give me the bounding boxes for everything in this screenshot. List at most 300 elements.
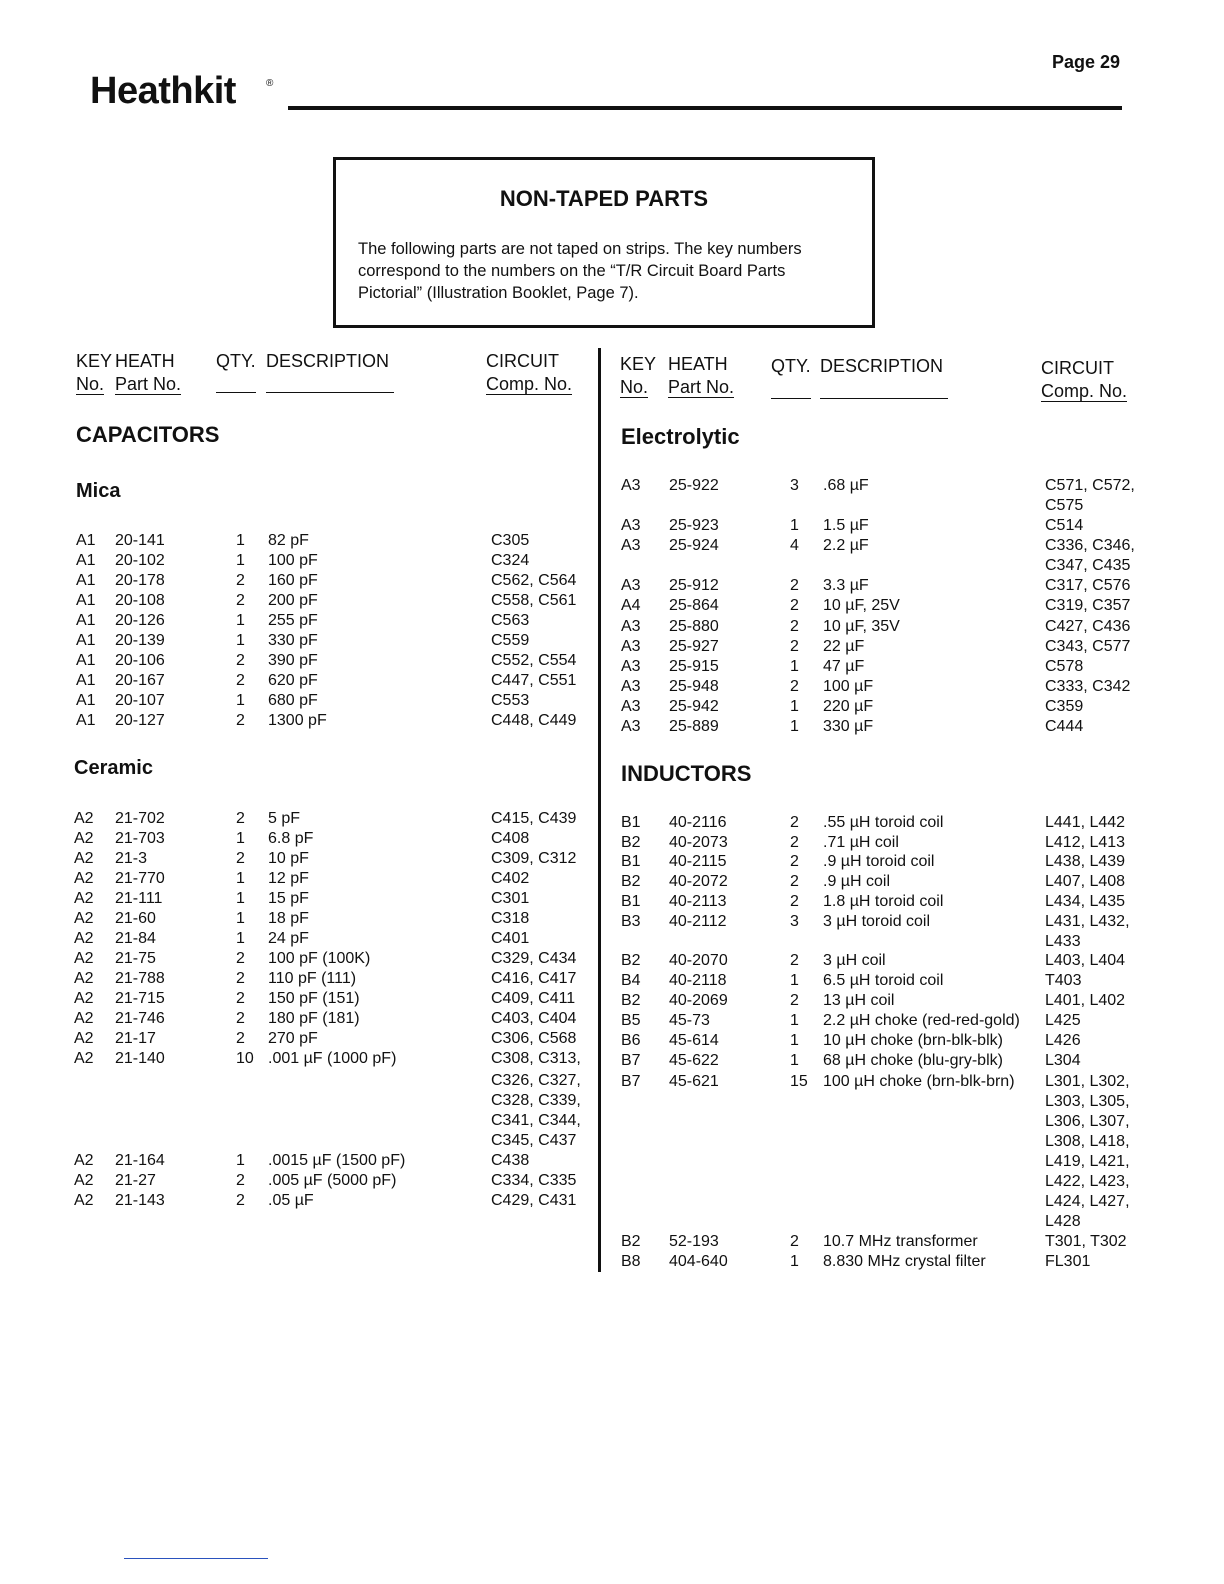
header-key-right: KEY No.: [620, 354, 657, 397]
row-part: 20-167: [115, 672, 165, 689]
row-qty: 2: [790, 597, 799, 614]
row-key: A3: [621, 618, 641, 635]
row-qty: 2: [236, 1172, 245, 1189]
row-key: A2: [74, 910, 94, 927]
row-qty: 1: [236, 532, 245, 549]
row-qty: 2: [236, 850, 245, 867]
row-circuit: L401, L402: [1045, 992, 1126, 1009]
row-key: A3: [621, 678, 641, 695]
row-key: A3: [621, 658, 641, 675]
row-circuit: C343, C577: [1045, 638, 1131, 655]
row-desc: 13 µH coil: [823, 992, 895, 1009]
page-number: Page 29: [1052, 52, 1121, 72]
row-key: B2: [621, 992, 641, 1009]
row-qty: 2: [236, 572, 245, 589]
row-part: 40-2113: [669, 893, 727, 910]
row-qty: 1: [236, 632, 245, 649]
row-desc: 22 µF: [823, 638, 865, 655]
column-divider: [598, 348, 601, 1272]
row-circuit: C305: [491, 532, 530, 549]
section-electrolytic: Electrolytic: [621, 424, 740, 449]
row-qty: 3: [790, 477, 799, 494]
row-part: 21-746: [115, 1010, 165, 1027]
row-desc: 6.8 pF: [268, 830, 314, 847]
row-circuit: C301: [491, 890, 530, 907]
row-key: A3: [621, 698, 641, 715]
row-qty: 1: [236, 890, 245, 907]
row-desc: 100 µH choke (brn-blk-brn): [823, 1073, 1015, 1090]
row-circuit: L426: [1045, 1032, 1081, 1049]
row-qty: 1: [790, 718, 799, 735]
row-circuit: C563: [491, 612, 530, 629]
row-circuit: C415, C439: [491, 810, 577, 827]
row-part: 21-702: [115, 810, 165, 827]
row-key: A2: [74, 970, 94, 987]
section-capacitors: CAPACITORS: [76, 422, 220, 447]
row-desc: 100 pF (100K): [268, 950, 371, 967]
header-qty-right: QTY.: [771, 356, 811, 376]
row-key: A1: [76, 552, 96, 569]
row-circuit: C427, C436: [1045, 618, 1131, 635]
row-part: 40-2115: [669, 853, 727, 870]
row-desc: 82 pF: [268, 532, 309, 549]
row-circuit: L306, L307,: [1045, 1113, 1130, 1130]
row-circuit: L431, L432,: [1045, 913, 1130, 930]
header-heath-part-right: HEATH Part No.: [668, 354, 735, 397]
row-qty: 1: [236, 692, 245, 709]
row-key: A1: [76, 592, 96, 609]
row-circuit: C408: [491, 830, 530, 847]
row-desc: 160 pF: [268, 572, 318, 589]
row-circuit: L438, L439: [1045, 853, 1126, 870]
row-circuit: L434, L435: [1045, 893, 1126, 910]
row-desc: .9 µH coil: [823, 873, 891, 890]
row-circuit: C359: [1045, 698, 1084, 715]
row-part: 21-770: [115, 870, 165, 887]
row-qty: 2: [790, 1233, 799, 1250]
row-key: B1: [621, 893, 641, 910]
row-part: 45-622: [669, 1052, 719, 1069]
row-part: 25-912: [669, 577, 719, 594]
row-part: 40-2118: [669, 972, 727, 989]
header-circuit: CIRCUIT Comp. No.: [486, 351, 573, 394]
row-part: 40-2072: [669, 873, 728, 890]
row-part: 40-2070: [669, 952, 728, 969]
row-part: 25-923: [669, 517, 719, 534]
row-desc: 150 pF (151): [268, 990, 360, 1007]
notice-box: [333, 157, 875, 328]
row-key: A1: [76, 692, 96, 709]
row-qty: 2: [236, 1030, 245, 1047]
header-description: DESCRIPTION: [266, 351, 390, 371]
row-part: 20-127: [115, 712, 165, 729]
row-key: A2: [74, 810, 94, 827]
row-desc: .005 µF (5000 pF): [268, 1172, 397, 1189]
row-desc: 680 pF: [268, 692, 318, 709]
row-part: 40-2069: [669, 992, 728, 1009]
row-circuit: C571, C572,: [1045, 477, 1135, 494]
row-desc: 3 µH toroid coil: [823, 913, 931, 930]
row-qty: 1: [236, 552, 245, 569]
row-desc: .0015 µF (1500 pF): [268, 1152, 406, 1169]
row-qty: 1: [790, 972, 799, 989]
row-part: 21-27: [115, 1172, 156, 1189]
row-qty: 1: [790, 1253, 799, 1270]
row-circuit: C444: [1045, 718, 1084, 735]
header-description-right: DESCRIPTION: [820, 356, 944, 376]
row-key: B6: [621, 1032, 641, 1049]
row-part: 25-880: [669, 618, 719, 635]
row-circuit: FL301: [1045, 1253, 1091, 1270]
row-circuit: C333, C342: [1045, 678, 1131, 695]
row-circuit: C309, C312: [491, 850, 577, 867]
row-key: A3: [621, 537, 641, 554]
row-key: A1: [76, 532, 96, 549]
row-circuit: C438: [491, 1152, 530, 1169]
row-qty: 1: [790, 1052, 799, 1069]
footer-rule: [124, 1558, 268, 1559]
row-qty: 1: [236, 870, 245, 887]
row-part: 20-178: [115, 572, 165, 589]
row-qty: 2: [790, 873, 799, 890]
row-circuit: C347, C435: [1045, 557, 1131, 574]
row-qty: 10: [236, 1050, 254, 1067]
row-part: 21-84: [115, 930, 156, 947]
row-key: A3: [621, 718, 641, 735]
row-key: A3: [621, 517, 641, 534]
row-circuit: C402: [491, 870, 530, 887]
row-qty: 2: [236, 1192, 245, 1209]
row-desc: 47 µF: [823, 658, 865, 675]
notice-title: NON-TAPED PARTS: [499, 186, 709, 211]
row-qty: 4: [790, 537, 799, 554]
row-qty: 2: [790, 618, 799, 635]
row-qty: 2: [790, 834, 799, 851]
section-inductors: INDUCTORS: [621, 761, 752, 786]
row-part: 52-193: [669, 1233, 719, 1250]
row-qty: 2: [236, 712, 245, 729]
row-key: B2: [621, 834, 641, 851]
row-key: B1: [621, 853, 641, 870]
row-part: 45-73: [669, 1012, 710, 1029]
row-qty: 2: [236, 950, 245, 967]
header-qty-rule: [216, 392, 256, 393]
registered-mark: ®: [266, 78, 274, 89]
row-circuit: L419, L421,: [1045, 1153, 1130, 1170]
row-qty: 1: [790, 1012, 799, 1029]
row-key: A3: [621, 477, 641, 494]
row-qty: 1: [236, 1152, 245, 1169]
row-key: B7: [621, 1073, 641, 1090]
row-qty: 1: [790, 1032, 799, 1049]
row-part: 20-107: [115, 692, 165, 709]
row-key: A2: [74, 1192, 94, 1209]
row-desc: 68 µH choke (blu-gry-blk): [823, 1052, 1003, 1069]
row-key: A2: [74, 990, 94, 1007]
row-key: A2: [74, 930, 94, 947]
row-part: 21-143: [115, 1192, 165, 1209]
row-circuit: C329, C434: [491, 950, 577, 967]
row-circuit: C447, C551: [491, 672, 577, 689]
row-qty: 1: [790, 517, 799, 534]
row-desc: 330 pF: [268, 632, 318, 649]
row-circuit: C317, C576: [1045, 577, 1131, 594]
row-desc: 270 pF: [268, 1030, 318, 1047]
row-circuit: C552, C554: [491, 652, 577, 669]
row-desc: 390 pF: [268, 652, 318, 669]
row-key: A2: [74, 890, 94, 907]
row-part: 21-715: [115, 990, 165, 1007]
row-circuit: L433: [1045, 933, 1081, 950]
row-qty: 1: [790, 658, 799, 675]
row-circuit: L412, L413: [1045, 834, 1126, 851]
row-part: 20-102: [115, 552, 165, 569]
row-circuit: C429, C431: [491, 1192, 577, 1209]
row-qty: 1: [790, 698, 799, 715]
row-circuit: C558, C561: [491, 592, 577, 609]
row-circuit: C308, C313,: [491, 1050, 581, 1067]
row-circuit: C553: [491, 692, 530, 709]
row-qty: 2: [790, 992, 799, 1009]
row-desc: 10 µF, 25V: [823, 597, 900, 614]
row-circuit: C403, C404: [491, 1010, 577, 1027]
row-desc: 3.3 µF: [823, 577, 869, 594]
row-circuit: C401: [491, 930, 530, 947]
row-key: A3: [621, 638, 641, 655]
row-desc: 200 pF: [268, 592, 318, 609]
row-circuit: L428: [1045, 1213, 1081, 1230]
row-desc: 1.8 µH toroid coil: [823, 893, 944, 910]
header-key: KEY No.: [76, 351, 113, 394]
row-part: 25-915: [669, 658, 719, 675]
row-qty: 1: [236, 830, 245, 847]
row-part: 20-139: [115, 632, 165, 649]
section-ceramic: Ceramic: [74, 757, 153, 779]
row-desc: 100 µF: [823, 678, 874, 695]
row-qty: 2: [790, 638, 799, 655]
row-part: 21-140: [115, 1050, 165, 1067]
row-circuit: C318: [491, 910, 530, 927]
row-desc: .68 µF: [823, 477, 869, 494]
header-desc-rule-right: [820, 398, 948, 399]
row-qty: 3: [790, 913, 799, 930]
row-key: A4: [621, 597, 641, 614]
row-part: 21-75: [115, 950, 156, 967]
row-desc: 12 pF: [268, 870, 309, 887]
row-part: 404-640: [669, 1253, 728, 1270]
row-key: B8: [621, 1253, 641, 1270]
row-circuit: L301, L302,: [1045, 1073, 1130, 1090]
row-qty: 2: [236, 592, 245, 609]
row-desc: 1.5 µF: [823, 517, 869, 534]
row-desc: 8.830 MHz crystal filter: [823, 1253, 986, 1270]
row-part: 21-60: [115, 910, 156, 927]
row-desc: 2.2 µH choke (red-red-gold): [823, 1012, 1020, 1029]
row-qty: 2: [236, 970, 245, 987]
row-part: 40-2112: [669, 913, 727, 930]
row-desc: 18 pF: [268, 910, 309, 927]
row-desc: 10 µH choke (brn-blk-blk): [823, 1032, 1003, 1049]
row-qty: 2: [790, 853, 799, 870]
row-part: 25-889: [669, 718, 719, 735]
row-key: A2: [74, 1050, 94, 1067]
row-part: 20-106: [115, 652, 165, 669]
row-desc: .05 µF: [268, 1192, 314, 1209]
row-key: A2: [74, 830, 94, 847]
row-circuit: C326, C327,: [491, 1072, 581, 1089]
row-desc: 3 µH coil: [823, 952, 886, 969]
row-circuit: L424, L427,: [1045, 1193, 1130, 1210]
row-circuit: L422, L423,: [1045, 1173, 1130, 1190]
row-desc: .71 µH coil: [823, 834, 899, 851]
row-key: B5: [621, 1012, 641, 1029]
row-key: A2: [74, 1152, 94, 1169]
row-key: A1: [76, 572, 96, 589]
header-desc-rule: [266, 392, 394, 393]
row-desc: .9 µH toroid coil: [823, 853, 935, 870]
row-circuit: C514: [1045, 517, 1084, 534]
row-circuit: C341, C344,: [491, 1112, 581, 1129]
row-circuit: C409, C411: [491, 990, 576, 1007]
row-key: A1: [76, 632, 96, 649]
row-part: 25-922: [669, 477, 719, 494]
row-key: A2: [74, 870, 94, 887]
header-qty: QTY.: [216, 351, 256, 371]
row-qty: 2: [236, 1010, 245, 1027]
row-circuit: L441, L442: [1045, 814, 1126, 831]
row-qty: 2: [236, 810, 245, 827]
row-circuit: L304: [1045, 1052, 1081, 1069]
row-circuit: L425: [1045, 1012, 1081, 1029]
row-part: 25-927: [669, 638, 719, 655]
row-desc: 255 pF: [268, 612, 318, 629]
row-desc: 5 pF: [268, 810, 301, 827]
row-qty: 15: [790, 1073, 808, 1090]
row-key: B2: [621, 1233, 641, 1250]
row-desc: .55 µH toroid coil: [823, 814, 944, 831]
row-circuit: C448, C449: [491, 712, 577, 729]
row-desc: 330 µF: [823, 718, 874, 735]
row-desc: 2.2 µF: [823, 537, 869, 554]
row-desc: 620 pF: [268, 672, 318, 689]
row-part: 45-621: [669, 1073, 719, 1090]
row-part: 21-164: [115, 1152, 165, 1169]
row-circuit: T403: [1045, 972, 1082, 989]
row-circuit: C578: [1045, 658, 1084, 675]
row-desc: 110 pF (111): [268, 970, 357, 987]
row-circuit: C328, C339,: [491, 1092, 581, 1109]
row-qty: 2: [790, 952, 799, 969]
row-circuit: L403, L404: [1045, 952, 1126, 969]
row-desc: 15 pF: [268, 890, 309, 907]
row-key: A2: [74, 1010, 94, 1027]
row-part: 21-788: [115, 970, 165, 987]
row-circuit: C416, C417: [491, 970, 577, 987]
row-key: B4: [621, 972, 641, 989]
row-circuit: C319, C357: [1045, 597, 1131, 614]
row-key: A1: [76, 712, 96, 729]
row-key: B1: [621, 814, 641, 831]
row-qty: 2: [790, 577, 799, 594]
row-key: A3: [621, 577, 641, 594]
row-key: B3: [621, 913, 641, 930]
row-desc: 220 µF: [823, 698, 874, 715]
row-qty: 2: [790, 814, 799, 831]
row-circuit: C306, C568: [491, 1030, 577, 1047]
row-desc: .001 µF (1000 pF): [268, 1050, 397, 1067]
row-part: 21-3: [115, 850, 148, 867]
row-part: 20-108: [115, 592, 165, 609]
row-qty: 2: [236, 990, 245, 1007]
brand-logo: Heathkit: [90, 70, 236, 112]
row-key: A1: [76, 652, 96, 669]
row-part: 21-17: [115, 1030, 156, 1047]
row-key: B7: [621, 1052, 641, 1069]
row-part: 21-111: [115, 890, 163, 907]
row-part: 20-141: [115, 532, 165, 549]
row-part: 25-942: [669, 698, 719, 715]
row-qty: 1: [236, 910, 245, 927]
section-mica: Mica: [76, 480, 121, 502]
row-circuit: C324: [491, 552, 530, 569]
row-key: A2: [74, 1030, 94, 1047]
row-key: B2: [621, 873, 641, 890]
row-desc: 10.7 MHz transformer: [823, 1233, 978, 1250]
row-key: A1: [76, 612, 96, 629]
row-key: A1: [76, 672, 96, 689]
row-circuit: C336, C346,: [1045, 537, 1135, 554]
row-key: A2: [74, 1172, 94, 1189]
row-circuit: C575: [1045, 497, 1084, 514]
row-circuit: L407, L408: [1045, 873, 1126, 890]
row-circuit: L303, L305,: [1045, 1093, 1130, 1110]
row-qty: 1: [236, 612, 245, 629]
row-qty: 2: [236, 672, 245, 689]
row-desc: 6.5 µH toroid coil: [823, 972, 944, 989]
row-key: B2: [621, 952, 641, 969]
row-part: 25-864: [669, 597, 719, 614]
row-circuit: L308, L418,: [1045, 1133, 1130, 1150]
header-heath-part: HEATH Part No.: [115, 351, 182, 394]
notice-text: The following parts are not taped on strips. The key numbers correspond to the numbers on the “T/R Circuit Board Parts Pictorial” (Illustration Booklet, Page 7).: [358, 240, 802, 302]
row-circuit: C345, C437: [491, 1132, 577, 1149]
row-key: A2: [74, 850, 94, 867]
row-circuit: T301, T302: [1045, 1233, 1127, 1250]
row-circuit: C559: [491, 632, 530, 649]
row-desc: 1300 pF: [268, 712, 327, 729]
row-desc: 10 µF, 35V: [823, 618, 900, 635]
row-part: 40-2073: [669, 834, 728, 851]
row-circuit: C334, C335: [491, 1172, 577, 1189]
row-desc: 100 pF: [268, 552, 318, 569]
header-qty-rule-right: [771, 398, 811, 399]
row-part: 45-614: [669, 1032, 719, 1049]
header-circuit-right: CIRCUIT Comp. No.: [1041, 358, 1128, 401]
row-part: 21-703: [115, 830, 165, 847]
row-key: A2: [74, 950, 94, 967]
row-qty: 2: [790, 893, 799, 910]
row-circuit: C562, C564: [491, 572, 577, 589]
row-desc: 10 pF: [268, 850, 309, 867]
row-part: 40-2116: [669, 814, 727, 831]
row-qty: 1: [236, 930, 245, 947]
header-rule: [288, 106, 1122, 110]
row-desc: 180 pF (181): [268, 1010, 360, 1027]
row-part: 20-126: [115, 612, 165, 629]
row-qty: 2: [236, 652, 245, 669]
row-part: 25-924: [669, 537, 719, 554]
row-part: 25-948: [669, 678, 719, 695]
